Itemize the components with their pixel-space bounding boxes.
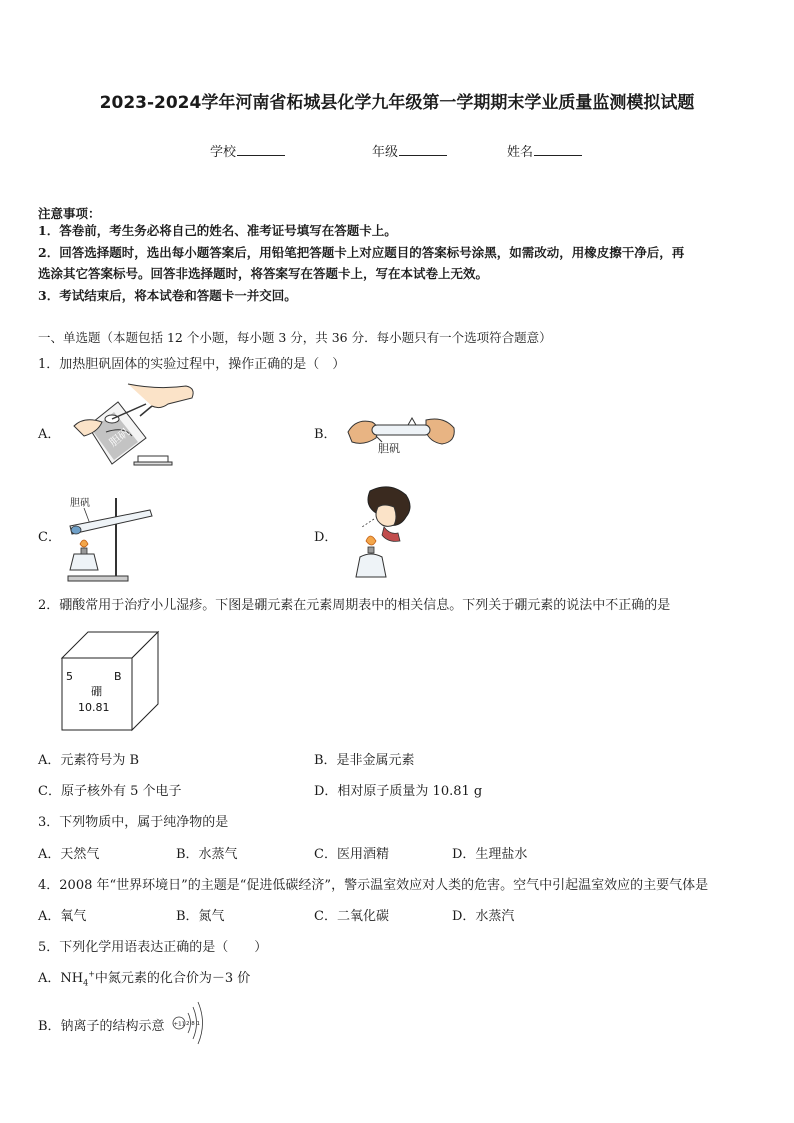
q1-figure-c [62, 492, 162, 584]
name-label: 姓名 [507, 145, 534, 160]
q4-stem: 4．2008 年“世界环境日”的主题是“促进低碳经济”，警示温室效应对人类的危害。空气中引起温室效应的主要气体是 [38, 878, 709, 893]
element-name: 硼 [91, 685, 102, 698]
q4-option-d[interactable]: D．水蒸汽 [452, 909, 515, 924]
q5-ion-diagram [170, 1000, 214, 1046]
q3-option-a[interactable]: A．天然气 [38, 847, 100, 862]
q3-option-c[interactable]: C．医用酒精 [314, 847, 389, 862]
q4-option-c[interactable]: C．二氧化碳 [314, 909, 389, 924]
element-symbol: B [114, 670, 122, 683]
element-number: 5 [66, 670, 73, 683]
q1-option-b[interactable]: B． [314, 427, 337, 442]
q3-option-b[interactable]: B．水蒸气 [176, 847, 238, 862]
q3-stem: 3．下列物质中，属于纯净物的是 [38, 815, 229, 830]
element-mass: 10.81 [78, 701, 110, 714]
q1-figure-b [346, 410, 458, 458]
q5-stem: 5．下列化学用语表达正确的是（ ） [38, 940, 268, 955]
q3-option-d[interactable]: D．生理盐水 [452, 847, 528, 862]
q1-figure-d [340, 483, 420, 583]
q1-figure-c-label: 胆矾 [70, 498, 90, 509]
notice-item-2-cont: 选涂其它答案标号。回答非选择题时，将答案写在答题卡上，写在本试卷上无效。 [38, 266, 489, 281]
school-blank[interactable] [237, 144, 285, 156]
notice-heading: 注意事项： [38, 206, 101, 221]
school-field[interactable] [210, 141, 285, 160]
q2-option-c[interactable]: C．原子核外有 5 个电子 [38, 784, 182, 799]
q5-option-b[interactable]: B．钠离子的结构示意 [38, 1019, 165, 1034]
grade-field[interactable] [372, 141, 447, 160]
grade-label: 年级 [372, 145, 399, 160]
q2-option-b[interactable]: B．是非金属元素 [314, 753, 415, 768]
q1-figure-b-label: 胆矾 [378, 442, 400, 455]
q5-option-a[interactable]: A．$NH_4^+$中氮元素的化合价为－3 价 [38, 969, 251, 988]
q1-figure-a [68, 382, 208, 478]
notice-item-2: 2．回答选择题时，选出每小题答案后，用铅笔把答题卡上对应题目的答案标号涂黑，如需改动，用橡皮擦干净后，再 [38, 245, 685, 260]
q1-figure-a-label: 胆矾 [106, 425, 133, 450]
q2-stem: 2．硼酸常用于治疗小儿湿疹。下图是硼元素在元素周期表中的相关信息。下列关于硼元素的说法中不正确的是 [38, 598, 671, 613]
q1-option-d[interactable]: D． [314, 530, 338, 545]
ion-shell-label: 2 8 1 [186, 1021, 200, 1027]
grade-blank[interactable] [399, 144, 447, 156]
notice-item-1: 1．答卷前，考生务必将自己的姓名、准考证号填写在答题卡上。 [38, 223, 397, 238]
q4-option-a[interactable]: A．氧气 [38, 909, 87, 924]
school-label: 学校 [210, 145, 237, 160]
q2-option-d[interactable]: D．相对原子质量为 10.81 g [314, 784, 483, 799]
q1-option-a[interactable]: A． [38, 427, 61, 442]
name-blank[interactable] [534, 144, 582, 156]
page-title: 2023-2024学年河南省柘城县化学九年级第一学期期末学业质量监测模拟试题 [99, 93, 695, 113]
q1-stem: 1．加热胆矾固体的实验过程中，操作正确的是（ ） [38, 357, 346, 372]
section-header: 一、单选题（本题包括 12 个小题，每小题 3 分，共 36 分．每小题只有一个选项符合题意） [38, 330, 552, 345]
notice-item-3: 3．考试结束后，将本试卷和答题卡一并交回。 [38, 288, 297, 303]
q1-option-c[interactable]: C． [38, 530, 61, 545]
q2-option-a[interactable]: A．元素符号为 B [38, 753, 140, 768]
q4-option-b[interactable]: B．氮气 [176, 909, 225, 924]
ion-nucleus-label: +11 [173, 1021, 186, 1028]
name-field[interactable] [507, 141, 582, 160]
q2-element-cube [58, 628, 162, 734]
